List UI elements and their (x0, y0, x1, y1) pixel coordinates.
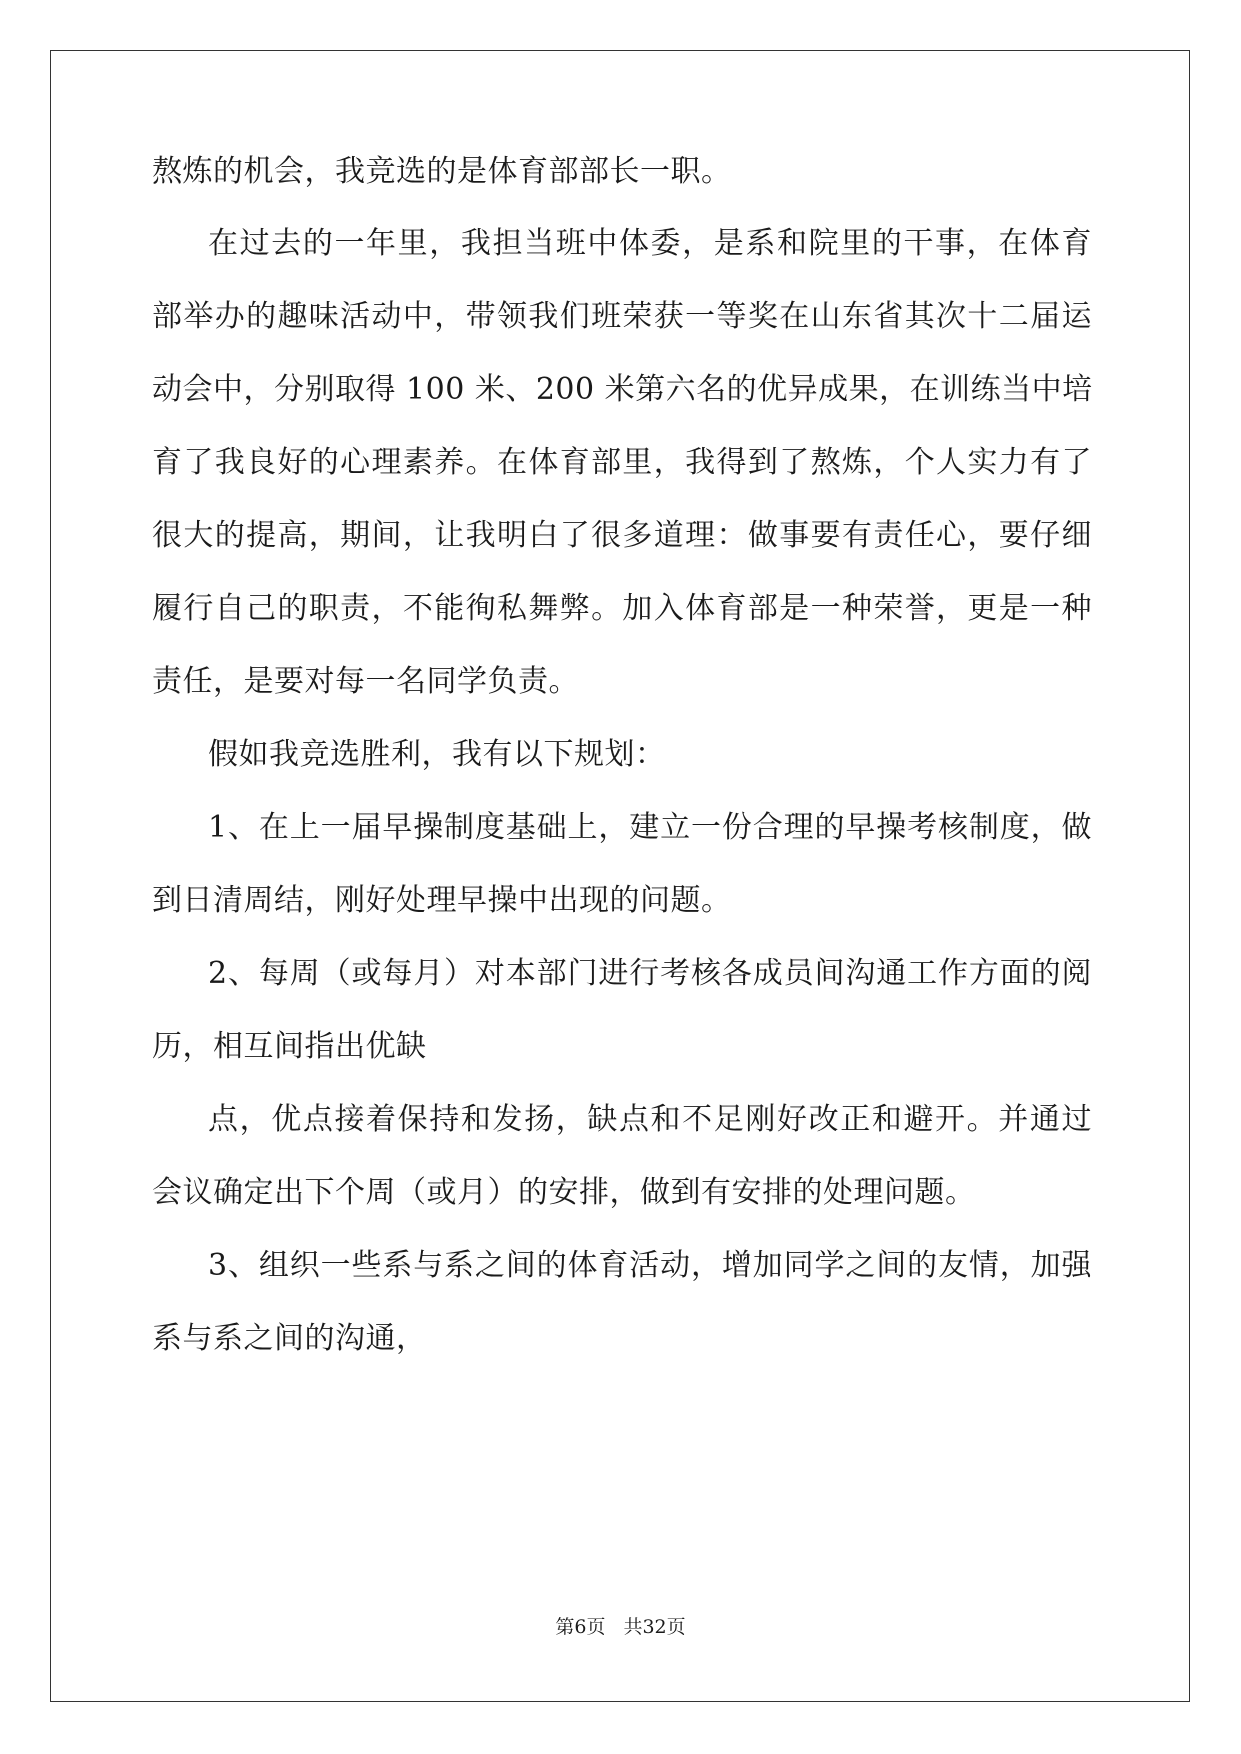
text-line: 假如我竞选胜利，我有以下规划： (208, 737, 666, 772)
text-line: 1、在上一届早操制度基础上，建立一份合理的早操考核制度，做 (208, 810, 1092, 845)
text-line: 点，优点接着保持和发扬，缺点和不足刚好改正和避开。并通过 (208, 1102, 1092, 1137)
text-line: 历，相互间指出优缺 (152, 1029, 427, 1064)
text-line: 到日清周结，刚好处理早操中出现的问题。 (152, 883, 732, 918)
page-footer (0, 1612, 1241, 1639)
text-line: 履行自己的职责，不能徇私舞弊。加入体育部是一种荣誉，更是一种 (152, 591, 1092, 626)
text-line: 3、组织一些系与系之间的体育活动，增加同学之间的友情，加强 (208, 1248, 1092, 1283)
text-line: 在过去的一年里，我担当班中体委，是系和院里的干事，在体育 (208, 226, 1092, 261)
text-line: 熬炼的机会，我竞选的是体育部部长一职。 (152, 154, 732, 189)
text-line: 责任，是要对每一名同学负责。 (152, 664, 579, 699)
text-line: 动会中，分别取得 100 米、200 米第六名的优异成果，在训练当中培 (152, 372, 1093, 407)
page-number: 第6页 (555, 1616, 606, 1638)
text-line: 会议确定出下个周（或月）的安排，做到有安排的处理问题。 (152, 1175, 976, 1210)
text-line: 部举办的趣味活动中，带领我们班荣获一等奖在山东省其次十二届运 (152, 299, 1092, 334)
text-line: 育了我良好的心理素养。在体育部里，我得到了熬炼，个人实力有了 (152, 445, 1092, 480)
text-line: 系与系之间的沟通， (152, 1321, 427, 1356)
text-line: 很大的提高，期间，让我明白了很多道理：做事要有责任心，要仔细 (152, 518, 1092, 553)
text-line: 2、每周（或每月）对本部门进行考核各成员间沟通工作方面的阅 (208, 956, 1092, 991)
page-total: 共32页 (623, 1616, 686, 1638)
